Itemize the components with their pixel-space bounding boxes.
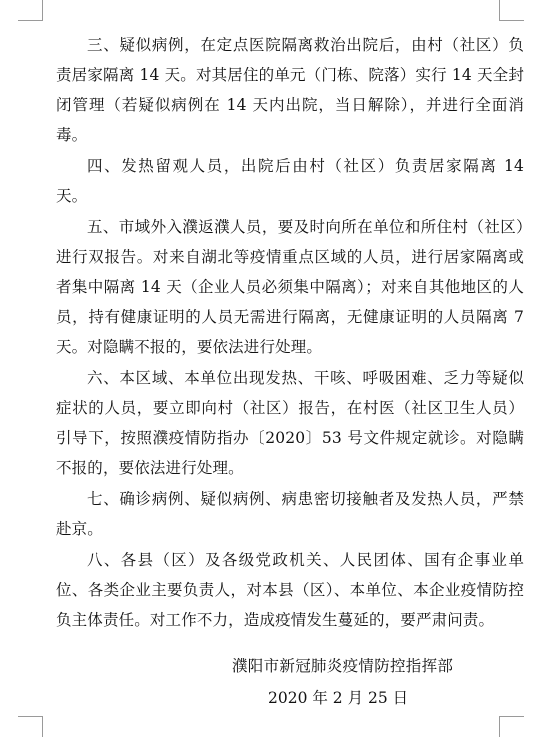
issuing-organization: 濮阳市新冠肺炎疫情防控指挥部	[232, 657, 454, 675]
page-corner-mark-bottom-left	[18, 716, 43, 737]
page-corner-mark-bottom-right	[499, 716, 524, 737]
signature-block	[232, 652, 522, 712]
paragraph-item-5: 五、市域外入濮返濮人员，要及时向所在单位和所住村（社区）进行双报告。对来自湖北等疫情重点区域的人员，进行居家隔离或者集中隔离 14 天（企业人员必须集中隔离）；对来自其他地区的人员，持有健康证明的人员无需进行隔离，无健康证明的人员隔离 7 天。对隐瞒不报的，要依法进行处理。	[56, 218, 524, 356]
paragraph-item-4: 四、发热留观人员，出院后由村（社区）负责居家隔离 14 天。	[56, 157, 524, 205]
issue-date: 2020 年 2 月 25 日	[268, 689, 409, 707]
paragraph-item-7: 七、确诊病例、疑似病例、病患密切接触者及发热人员，严禁赴京。	[56, 490, 524, 538]
page-corner-mark-top-left	[18, 0, 43, 21]
document-body	[56, 30, 524, 636]
paragraph-item-8: 八、各县（区）及各级党政机关、人民团体、国有企事业单位、各类企业主要负责人，对本县（区）、本单位、本企业疫情防控负主体责任。对工作不力，造成疫情发生蔓延的，要严肃问责。	[56, 551, 524, 629]
paragraph-item-3: 三、疑似病例，在定点医院隔离救治出院后，由村（社区）负责居家隔离 14 天。对其居住的单元（门栋、院落）实行 14 天全封闭管理（若疑似病例在 14 天内出院，当日解除），并进行全面消毒。	[56, 36, 524, 144]
paragraph-item-6: 六、本区域、本单位出现发热、干咳、呼吸困难、乏力等疑似症状的人员，要立即向村（社区）报告，在村医（社区卫生人员）引导下，按照濮疫情防指办〔2020〕53 号文件规定就诊。对隐瞒不报的，要依法进行处理。	[56, 369, 524, 477]
page-corner-mark-top-right	[499, 0, 524, 21]
